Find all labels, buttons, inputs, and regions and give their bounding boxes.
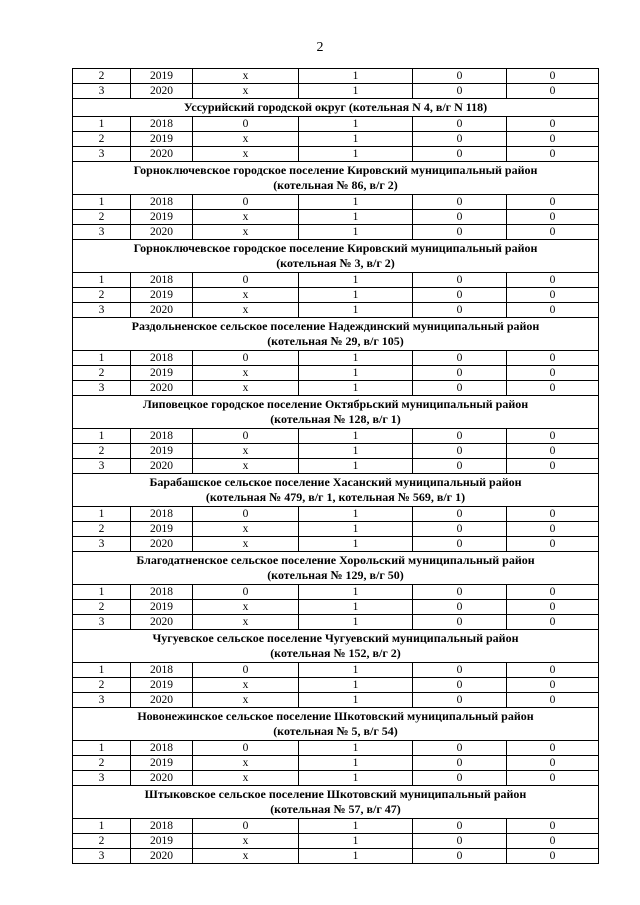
table-body [73, 69, 599, 864]
table-cell: 0 [193, 429, 299, 444]
table-cell: 1 [299, 459, 413, 474]
section-title [73, 552, 599, 585]
table-cell: 0 [413, 771, 507, 786]
table-cell: 1 [299, 117, 413, 132]
table-cell: 0 [413, 507, 507, 522]
table-row [73, 834, 599, 849]
section-title-line: Благодатненское сельское поселение Хорольский муниципальный район [136, 553, 535, 567]
table-cell: 0 [507, 819, 599, 834]
table-cell: 0 [413, 444, 507, 459]
section-title-line: Чугуевское сельское поселение Чугуевский муниципальный район [152, 631, 519, 645]
section-title-line: Новонежинское сельское поселение Шкотовский муниципальный район [137, 709, 534, 723]
table-row [73, 195, 599, 210]
table-row [73, 849, 599, 864]
table-cell: 2020 [131, 693, 193, 708]
data-table [72, 68, 599, 864]
table-cell: 1 [299, 771, 413, 786]
table-cell: 0 [413, 693, 507, 708]
table-cell: 2018 [131, 585, 193, 600]
table-cell: 2019 [131, 678, 193, 693]
table-cell: 2 [73, 444, 131, 459]
table-cell: 0 [507, 381, 599, 396]
table-cell: x [193, 210, 299, 225]
table-cell: 2 [73, 522, 131, 537]
table-row [73, 756, 599, 771]
table-cell: 0 [413, 273, 507, 288]
table-cell: 0 [413, 429, 507, 444]
table-cell: 2019 [131, 210, 193, 225]
table-cell: 2018 [131, 117, 193, 132]
section-title-line: Липовецкое городское поселение Октябрьский муниципальный район [142, 397, 529, 411]
table-row [73, 615, 599, 630]
table-cell: 0 [413, 132, 507, 147]
section-title-line: Штыковское сельское поселение Шкотовский муниципальный район [144, 787, 527, 801]
table-cell: 0 [413, 615, 507, 630]
section-title [73, 240, 599, 273]
table-cell: 2 [73, 69, 131, 84]
table-row [73, 132, 599, 147]
section-header-row [73, 318, 599, 351]
table-cell: 3 [73, 693, 131, 708]
table-cell: 0 [507, 771, 599, 786]
table-cell: 0 [507, 756, 599, 771]
table-cell: 1 [299, 429, 413, 444]
table-cell: 0 [413, 117, 507, 132]
table-row [73, 303, 599, 318]
section-title [73, 630, 599, 663]
table-cell: 1 [299, 615, 413, 630]
table-cell: 0 [507, 615, 599, 630]
table-cell: 2018 [131, 429, 193, 444]
table-cell: 0 [413, 585, 507, 600]
table-cell: 1 [73, 429, 131, 444]
section-title [73, 318, 599, 351]
table-cell: 3 [73, 615, 131, 630]
table-cell: 0 [413, 288, 507, 303]
table-cell: 2018 [131, 195, 193, 210]
table-cell: 0 [507, 225, 599, 240]
table-cell: 2020 [131, 147, 193, 162]
table-cell: 2019 [131, 366, 193, 381]
table-cell: 1 [299, 663, 413, 678]
table-cell: 1 [299, 288, 413, 303]
table-cell: 0 [507, 273, 599, 288]
table-cell: 1 [299, 84, 413, 99]
section-title-line: (котельная № 86, в/г 2) [273, 178, 398, 192]
table-cell: 0 [507, 210, 599, 225]
table-cell: x [193, 615, 299, 630]
table-cell: 0 [413, 69, 507, 84]
section-header-row [73, 786, 599, 819]
table-cell: 1 [73, 351, 131, 366]
section-title-line: Уссурийский городской округ (котельная N 4, в/г N 118) [183, 100, 488, 114]
section-title [73, 786, 599, 819]
table-cell: x [193, 693, 299, 708]
table-cell: 0 [193, 273, 299, 288]
table-row [73, 84, 599, 99]
table-cell: 0 [193, 741, 299, 756]
table-cell: 0 [413, 351, 507, 366]
table-cell: 1 [299, 849, 413, 864]
table-cell: x [193, 459, 299, 474]
table-cell: 0 [413, 147, 507, 162]
table-row [73, 429, 599, 444]
section-header-row [73, 396, 599, 429]
table-cell: 2 [73, 756, 131, 771]
table-cell: 2 [73, 288, 131, 303]
table-cell: 2020 [131, 303, 193, 318]
table-cell: 1 [299, 600, 413, 615]
table-row [73, 693, 599, 708]
section-title [73, 708, 599, 741]
table-cell: x [193, 522, 299, 537]
table-cell: 0 [507, 693, 599, 708]
table-cell: x [193, 537, 299, 552]
table-cell: 0 [413, 678, 507, 693]
section-header-row [73, 162, 599, 195]
table-cell: 1 [299, 834, 413, 849]
table-cell: 1 [299, 351, 413, 366]
table-cell: 1 [299, 507, 413, 522]
table-cell: 2019 [131, 834, 193, 849]
table-cell: 1 [73, 819, 131, 834]
table-cell: 2019 [131, 756, 193, 771]
table-row [73, 522, 599, 537]
table-cell: 0 [193, 195, 299, 210]
table-cell: 1 [299, 741, 413, 756]
section-title [73, 99, 599, 117]
table-cell: 3 [73, 84, 131, 99]
section-title-line: (котельная № 5, в/г 54) [273, 724, 398, 738]
table-cell: 1 [299, 585, 413, 600]
table-cell: 0 [413, 849, 507, 864]
table-cell: x [193, 678, 299, 693]
table-cell: 3 [73, 771, 131, 786]
table-cell: 0 [507, 288, 599, 303]
table-cell: 0 [507, 537, 599, 552]
section-header-row [73, 240, 599, 273]
table-cell: 1 [73, 117, 131, 132]
table-row [73, 147, 599, 162]
table-cell: 1 [299, 537, 413, 552]
table-cell: 2019 [131, 288, 193, 303]
table-cell: 0 [193, 507, 299, 522]
table-row [73, 117, 599, 132]
table-cell: 0 [507, 69, 599, 84]
table-cell: 0 [507, 429, 599, 444]
table-cell: 0 [413, 834, 507, 849]
section-title-line: Раздольненское сельское поселение Надеждинский муниципальный район [131, 319, 540, 333]
table-cell: 1 [73, 585, 131, 600]
table-cell: 1 [299, 132, 413, 147]
table-cell: 2019 [131, 522, 193, 537]
table-cell: 0 [413, 225, 507, 240]
section-title-line: Горноключевское городское поселение Кировский муниципальный район [133, 241, 538, 255]
section-title [73, 396, 599, 429]
table-cell: 2019 [131, 444, 193, 459]
table-cell: x [193, 771, 299, 786]
table-cell: 0 [193, 819, 299, 834]
table-cell: 3 [73, 459, 131, 474]
section-header-row [73, 552, 599, 585]
table-cell: 0 [413, 819, 507, 834]
section-title-line: (котельная № 57, в/г 47) [270, 802, 401, 816]
table-cell: 3 [73, 147, 131, 162]
table-cell: 0 [507, 849, 599, 864]
table-cell: 1 [73, 195, 131, 210]
section-header-row [73, 708, 599, 741]
table-cell: 2019 [131, 69, 193, 84]
table-row [73, 366, 599, 381]
table-cell: 1 [299, 678, 413, 693]
table-cell: 0 [193, 117, 299, 132]
table-cell: 0 [507, 600, 599, 615]
section-title [73, 162, 599, 195]
table-cell: x [193, 147, 299, 162]
section-header-row [73, 630, 599, 663]
table-cell: x [193, 366, 299, 381]
table-cell: 1 [299, 225, 413, 240]
table-row [73, 273, 599, 288]
table-cell: 1 [299, 522, 413, 537]
table-cell: 2 [73, 600, 131, 615]
table-cell: 1 [299, 273, 413, 288]
table-cell: 0 [413, 303, 507, 318]
table-cell: 0 [413, 537, 507, 552]
table-cell: 0 [507, 84, 599, 99]
table-cell: 2020 [131, 225, 193, 240]
section-title-line: (котельная № 152, в/г 2) [270, 646, 401, 660]
table-cell: 0 [507, 522, 599, 537]
table-cell: 0 [507, 147, 599, 162]
table-cell: 0 [507, 195, 599, 210]
table-cell: x [193, 225, 299, 240]
table-row [73, 507, 599, 522]
table-cell: 1 [299, 69, 413, 84]
table-cell: 0 [507, 132, 599, 147]
table-cell: 0 [507, 444, 599, 459]
table-cell: x [193, 849, 299, 864]
table-cell: 0 [507, 459, 599, 474]
table-cell: x [193, 84, 299, 99]
table-cell: 0 [507, 507, 599, 522]
table-cell: 2018 [131, 663, 193, 678]
table-cell: 0 [413, 663, 507, 678]
table-cell: x [193, 834, 299, 849]
section-title [73, 474, 599, 507]
table-cell: 2018 [131, 351, 193, 366]
table-cell: x [193, 288, 299, 303]
table-cell: 0 [507, 741, 599, 756]
table-cell: 2018 [131, 741, 193, 756]
table-cell: 1 [299, 693, 413, 708]
table-cell: 0 [193, 663, 299, 678]
table-cell: 3 [73, 303, 131, 318]
table-cell: 2020 [131, 459, 193, 474]
section-title-line: Горноключевское городское поселение Кировский муниципальный район [133, 163, 538, 177]
table-cell: 2019 [131, 600, 193, 615]
section-title-line: (котельная № 479, в/г 1, котельная № 569, в/г 1) [205, 490, 466, 504]
table-row [73, 444, 599, 459]
table-cell: 1 [299, 147, 413, 162]
table-cell: 3 [73, 381, 131, 396]
table-cell: 2 [73, 210, 131, 225]
table-cell: 0 [507, 366, 599, 381]
table-cell: 0 [507, 585, 599, 600]
table-row [73, 288, 599, 303]
table-row [73, 600, 599, 615]
table-row [73, 459, 599, 474]
table-cell: 0 [507, 117, 599, 132]
table-cell: 0 [413, 600, 507, 615]
table-row [73, 69, 599, 84]
table-cell: 3 [73, 537, 131, 552]
table-cell: 2020 [131, 849, 193, 864]
table-cell: 0 [413, 756, 507, 771]
table-cell: 0 [507, 678, 599, 693]
table-cell: 1 [73, 741, 131, 756]
table-row [73, 678, 599, 693]
table-cell: 0 [507, 834, 599, 849]
table-cell: 2020 [131, 615, 193, 630]
table-cell: x [193, 756, 299, 771]
table-cell: 0 [413, 381, 507, 396]
table-cell: 2018 [131, 819, 193, 834]
table-cell: 2020 [131, 537, 193, 552]
table-cell: 2018 [131, 273, 193, 288]
section-header-row [73, 474, 599, 507]
table-cell: 3 [73, 849, 131, 864]
table-cell: 2 [73, 132, 131, 147]
table-cell: 1 [73, 507, 131, 522]
page-number: 2 [316, 40, 324, 55]
table-cell: 2020 [131, 771, 193, 786]
section-header-row [73, 99, 599, 117]
table-cell: 3 [73, 225, 131, 240]
table-cell: 2 [73, 834, 131, 849]
table-row [73, 663, 599, 678]
section-title-line: Барабашское сельское поселение Хасанский муниципальный район [149, 475, 522, 489]
table-row [73, 210, 599, 225]
table-cell: 0 [193, 351, 299, 366]
table-cell: 1 [299, 756, 413, 771]
table-cell: 0 [413, 366, 507, 381]
table-cell: x [193, 381, 299, 396]
table-cell: 2 [73, 678, 131, 693]
table-cell: 1 [299, 195, 413, 210]
table-cell: 0 [413, 84, 507, 99]
table-cell: 1 [299, 819, 413, 834]
table-cell: 1 [299, 381, 413, 396]
table-cell: 1 [73, 273, 131, 288]
table-row [73, 819, 599, 834]
table-cell: x [193, 444, 299, 459]
table-cell: 0 [507, 351, 599, 366]
table-cell: 2 [73, 366, 131, 381]
table-cell: 1 [299, 444, 413, 459]
section-title-line: (котельная № 129, в/г 50) [267, 568, 404, 582]
table-cell: 2018 [131, 507, 193, 522]
table-cell: 0 [413, 210, 507, 225]
section-title-line: (котельная № 128, в/г 1) [270, 412, 401, 426]
table-row [73, 585, 599, 600]
table-cell: 2020 [131, 84, 193, 99]
table-row [73, 225, 599, 240]
section-title-line: (котельная № 29, в/г 105) [267, 334, 404, 348]
table-row [73, 351, 599, 366]
table-cell: 1 [299, 303, 413, 318]
table-row [73, 771, 599, 786]
table-row [73, 381, 599, 396]
table-cell: 2020 [131, 381, 193, 396]
table-cell: 1 [299, 210, 413, 225]
table-cell: 0 [413, 195, 507, 210]
table-cell: x [193, 303, 299, 318]
section-title-line: (котельная № 3, в/г 2) [276, 256, 395, 270]
table-cell: 0 [507, 303, 599, 318]
table-row [73, 741, 599, 756]
table-cell: x [193, 600, 299, 615]
table-cell: 0 [413, 459, 507, 474]
table-cell: 1 [299, 366, 413, 381]
table-cell: 2019 [131, 132, 193, 147]
table-cell: 0 [193, 585, 299, 600]
table-cell: x [193, 132, 299, 147]
table-cell: 0 [413, 741, 507, 756]
table-cell: 0 [413, 522, 507, 537]
table-row [73, 537, 599, 552]
table-cell: x [193, 69, 299, 84]
table-cell: 1 [73, 663, 131, 678]
table-cell: 0 [507, 663, 599, 678]
